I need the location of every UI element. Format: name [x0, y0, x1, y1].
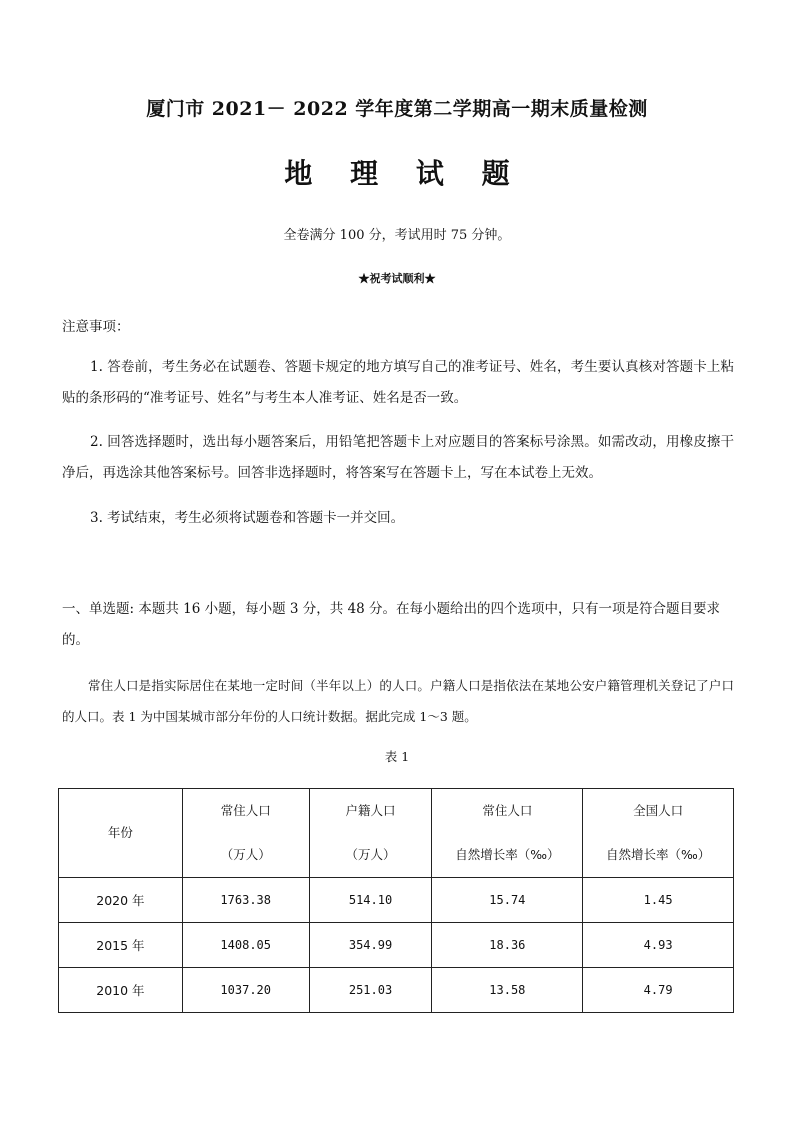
header-national-growth: 全国人口 自然增长率（‰） [583, 789, 734, 878]
cell-national-growth: 4.93 [583, 923, 734, 968]
good-luck-line: ★祝考试顺利★ [358, 272, 436, 285]
question-material: 常住人口是指实际居住在某地一定时间（半年以上）的人口。户籍人口是指依法在某地公安户籍管理机关登记了户口的人口。表 1 为中国某城市部分年份的人口统计数据。据此完成 1～3 题。 [62, 678, 734, 724]
cell-resident-pop: 1037.20 [182, 968, 309, 1013]
notice-item-2: 2. 回答选择题时，选出每小题答案后，用铅笔把答题卡上对应题目的答案标号涂黑。如需改动，用橡皮擦干净后，再选涂其他答案标号。回答非选择题时，将答案写在答题卡上，写在本试卷上无效。 [62, 434, 734, 481]
subject-title: 地 理 试 题 [284, 157, 524, 190]
exam-title: 厦门市 2021－ 2022 学年度第二学期高一期末质量检测 [146, 98, 648, 120]
exam-info: 全卷满分 100 分，考试用时 75 分钟。 [283, 228, 511, 243]
notice-heading: 注意事项： [62, 319, 130, 335]
table-row [59, 923, 734, 968]
cell-year: 2020 年 [59, 878, 183, 923]
table-row [59, 878, 734, 923]
header-year: 年份 [59, 789, 183, 878]
header-resident-pop: 常住人口 （万人） [182, 789, 309, 878]
cell-resident-growth: 15.74 [432, 878, 583, 923]
table-caption: 表 1 [384, 749, 410, 764]
header-resident-growth: 常住人口 自然增长率（‰） [432, 789, 583, 878]
cell-national-growth: 4.79 [583, 968, 734, 1013]
cell-resident-growth: 18.36 [432, 923, 583, 968]
cell-resident-pop: 1763.38 [182, 878, 309, 923]
cell-registered-pop: 514.10 [309, 878, 432, 923]
cell-registered-pop: 354.99 [309, 923, 432, 968]
cell-resident-pop: 1408.05 [182, 923, 309, 968]
table-row [59, 968, 734, 1013]
cell-year: 2015 年 [59, 923, 183, 968]
notice-item-3: 3. 考试结束，考生必须将试题卷和答题卡一并交回。 [90, 510, 405, 526]
section-heading: 一、单选题: 本题共 16 小题，每小题 3 分，共 48 分。在每小题给出的四个选项中，只有一项是符合题目要求的。 [62, 601, 721, 648]
notice-item-1: 1. 答卷前，考生务必在试题卷、答题卡规定的地方填写自己的准考证号、姓名，考生要认真核对答题卡上粘贴的条形码的“准考证号、姓名”与考生本人准考证、姓名是否一致。 [62, 359, 734, 406]
population-table [58, 788, 734, 1013]
cell-registered-pop: 251.03 [309, 968, 432, 1013]
cell-year: 2010 年 [59, 968, 183, 1013]
cell-national-growth: 1.45 [583, 878, 734, 923]
header-registered-pop: 户籍人口 （万人） [309, 789, 432, 878]
table-header-row [59, 789, 734, 878]
cell-resident-growth: 13.58 [432, 968, 583, 1013]
